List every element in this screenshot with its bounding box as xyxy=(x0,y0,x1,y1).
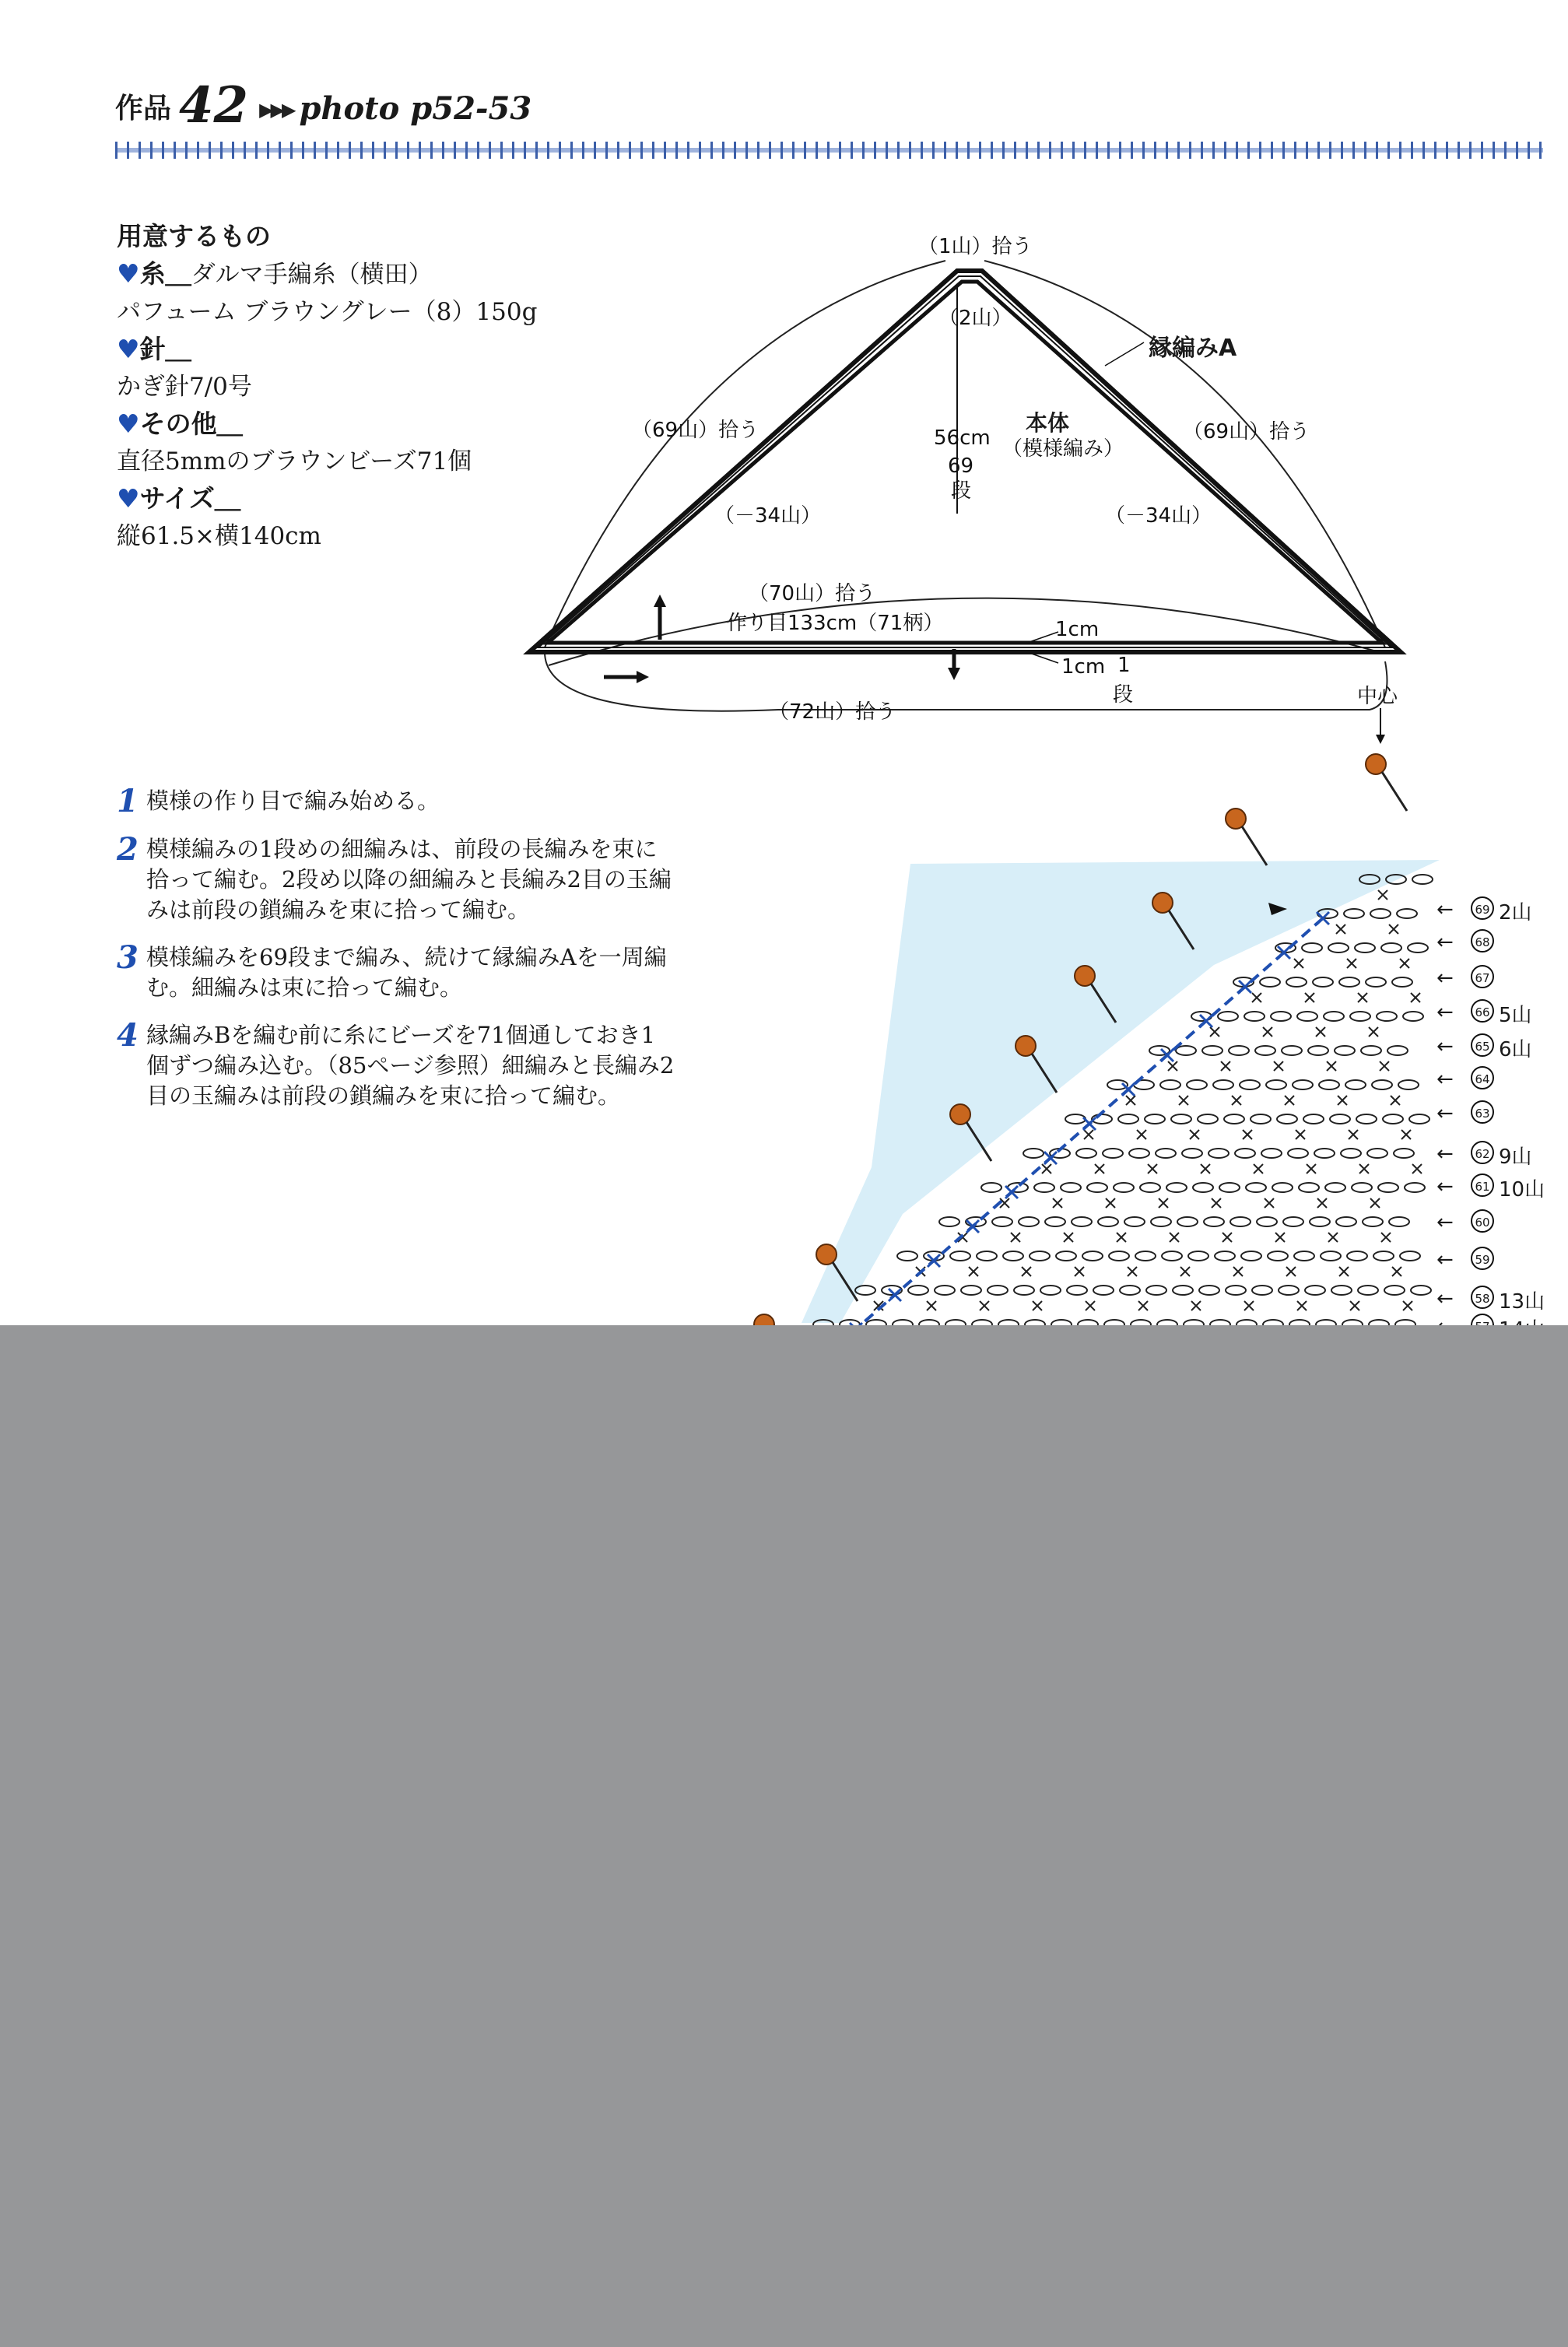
chain-stitch-icon xyxy=(1286,977,1307,987)
chain-stitch-icon xyxy=(1244,1012,1265,1021)
chain-stitch-icon xyxy=(1331,1286,1352,1295)
chain-stitch-icon xyxy=(1140,1183,1160,1192)
row-arrow-icon: ← xyxy=(1436,967,1454,990)
chain-stitch-icon xyxy=(1279,1286,1299,1295)
size-detail: 縦61.5×横140cm xyxy=(117,522,321,550)
chain-stitch-icon xyxy=(1363,1217,1383,1226)
chain-stitch-icon xyxy=(1198,1114,1218,1124)
chain-stitch-icon xyxy=(981,1183,1001,1192)
chain-stitch-icon xyxy=(1014,1286,1034,1295)
arrow-icons: ▶▶▶ xyxy=(259,98,293,121)
chain-stitch-icon xyxy=(1173,1286,1193,1295)
chain-stitch-icon xyxy=(1176,1046,1196,1055)
chain-stitch-icon xyxy=(1381,943,1401,952)
chain-stitch-icon xyxy=(1072,1217,1092,1226)
chain-stitch-icon xyxy=(1208,1149,1229,1158)
chain-stitch-icon xyxy=(1325,1183,1345,1192)
chain-stitch-icon xyxy=(1397,909,1417,918)
chain-stitch-icon xyxy=(1251,1114,1271,1124)
redacted-area xyxy=(0,1325,1568,2347)
chain-stitch-icon xyxy=(1252,1286,1272,1295)
chain-stitch-icon xyxy=(1056,1251,1076,1261)
needle-heading: 針＿ xyxy=(139,334,191,364)
chain-stitch-icon xyxy=(1087,1183,1107,1192)
chain-stitch-icon xyxy=(1299,1183,1319,1192)
chain-stitch-icon xyxy=(1324,1012,1344,1021)
row-number: 68 xyxy=(1471,929,1494,952)
chain-stitch-icon xyxy=(1345,1080,1366,1089)
chain-stitch-icon xyxy=(1411,1286,1431,1295)
bead-stem-icon xyxy=(1242,826,1267,865)
step-number: 4 xyxy=(117,1017,139,1054)
chain-stitch-icon xyxy=(1288,1149,1308,1158)
chain-stitch-icon xyxy=(950,1251,970,1261)
chain-stitch-icon xyxy=(1350,1012,1370,1021)
chain-stitch-icon xyxy=(1076,1149,1096,1158)
chain-stitch-icon xyxy=(1308,1046,1328,1055)
chain-stitch-icon xyxy=(1065,1114,1086,1124)
chain-stitch-icon xyxy=(1135,1251,1156,1261)
chain-stitch-icon xyxy=(1118,1114,1138,1124)
chain-stitch-icon xyxy=(1303,1114,1324,1124)
chain-stitch-icon xyxy=(1370,909,1391,918)
other-heading: その他＿ xyxy=(139,409,243,439)
body-label: 本体 xyxy=(1026,410,1070,436)
chain-stitch-icon xyxy=(1162,1251,1182,1261)
chain-stitch-icon xyxy=(939,1217,959,1226)
chain-stitch-icon xyxy=(908,1286,928,1295)
edge-a-label: 縁編みA xyxy=(1149,335,1237,362)
chain-stitch-icon xyxy=(1045,1217,1065,1226)
heart-icon: ♥ xyxy=(117,409,140,439)
row-number: 59 xyxy=(1471,1247,1494,1270)
chain-stitch-icon xyxy=(1358,1286,1378,1295)
chain-stitch-icon xyxy=(1067,1286,1087,1295)
chain-stitch-icon xyxy=(1313,977,1333,987)
dim-row-number: 1 xyxy=(1117,654,1131,677)
chain-stitch-icon xyxy=(1230,1217,1251,1226)
chain-stitch-icon xyxy=(1187,1080,1207,1089)
bead-icon xyxy=(950,1104,970,1124)
step-number: 2 xyxy=(117,831,139,868)
chain-stitch-icon xyxy=(1023,1149,1044,1158)
row-arrow-icon: ← xyxy=(1436,898,1454,921)
chain-stitch-icon xyxy=(1330,1114,1350,1124)
yarn-brand: ダルマ手編糸（横田） xyxy=(191,261,433,289)
step-text: 模様の作り目で編み始める。 xyxy=(146,788,440,814)
chain-stitch-icon xyxy=(1213,1080,1233,1089)
chain-stitch-icon xyxy=(1204,1217,1224,1226)
bead-icon xyxy=(1016,1036,1036,1056)
chain-stitch-icon xyxy=(1156,1149,1176,1158)
chain-stitch-icon xyxy=(1266,1080,1286,1089)
chain-stitch-icon xyxy=(1257,1217,1277,1226)
chain-stitch-icon xyxy=(1321,1251,1341,1261)
row-arrow-icon: ← xyxy=(1436,1248,1454,1272)
chain-stitch-icon xyxy=(1336,1217,1356,1226)
chain-stitch-icon xyxy=(1202,1046,1222,1055)
bead-stem-icon xyxy=(1382,772,1407,811)
chain-stitch-icon xyxy=(987,1286,1008,1295)
chain-stitch-icon xyxy=(1082,1251,1103,1261)
body-sub-label: （模様編み） xyxy=(1002,437,1124,461)
chain-stitch-icon xyxy=(1261,1149,1282,1158)
center-label: 中心 xyxy=(1357,685,1398,708)
chain-stitch-icon xyxy=(1408,943,1428,952)
chain-stitch-icon xyxy=(1098,1217,1118,1226)
chain-stitch-icon xyxy=(1040,1286,1061,1295)
chain-stitch-icon xyxy=(1235,1149,1255,1158)
row-arrow-icon: ← xyxy=(1436,931,1454,954)
chain-stitch-icon xyxy=(1412,875,1433,884)
chain-stitch-icon xyxy=(1124,1217,1145,1226)
chain-stitch-icon xyxy=(1188,1251,1208,1261)
dim-1cm-b: 1cm xyxy=(1061,655,1106,679)
bead-icon xyxy=(1152,893,1173,913)
chain-stitch-icon xyxy=(1241,1251,1261,1261)
chain-stitch-icon xyxy=(1297,1012,1317,1021)
center-arrow-head xyxy=(1376,735,1385,744)
chain-stitch-icon xyxy=(1145,1114,1165,1124)
chain-stitch-icon xyxy=(1398,1080,1419,1089)
chain-stitch-icon xyxy=(1199,1286,1219,1295)
chain-stitch-icon xyxy=(1030,1251,1050,1261)
chain-stitch-icon xyxy=(1114,1183,1134,1192)
right-pick-label: （69山）拾う xyxy=(1183,420,1310,444)
chain-stitch-icon xyxy=(1405,1183,1425,1192)
work-label: 作品 xyxy=(115,92,172,125)
bead-icon xyxy=(1075,966,1095,986)
row-number: 64 xyxy=(1471,1066,1494,1089)
chain-stitch-icon xyxy=(1093,1286,1114,1295)
chain-stitch-icon xyxy=(1389,1217,1409,1226)
chain-stitch-icon xyxy=(1019,1217,1039,1226)
chain-stitch-icon xyxy=(1277,1114,1297,1124)
chain-stitch-icon xyxy=(1367,1149,1387,1158)
row-arrow-icon: ← xyxy=(1436,1142,1454,1166)
dim-1cm-a: 1cm xyxy=(1055,618,1100,641)
chain-stitch-icon xyxy=(1347,1251,1367,1261)
chain-stitch-icon xyxy=(1246,1183,1266,1192)
chain-stitch-icon xyxy=(1344,909,1364,918)
bead-icon xyxy=(1366,754,1386,774)
edge-band-fill xyxy=(802,860,1440,1323)
row-arrow-icon: ← xyxy=(1436,1287,1454,1310)
chain-stitch-icon xyxy=(1271,1012,1291,1021)
chain-stitch-icon xyxy=(1305,1286,1325,1295)
right-decrease-label: （－34山） xyxy=(1105,504,1212,528)
row-number: 65 xyxy=(1471,1033,1494,1057)
chain-stitch-icon xyxy=(992,1217,1012,1226)
chain-stitch-icon xyxy=(961,1286,981,1295)
step-number: 1 xyxy=(117,783,139,819)
row-number: 62 xyxy=(1471,1141,1494,1164)
chain-stitch-icon xyxy=(1272,1183,1293,1192)
chain-stitch-icon xyxy=(1034,1183,1054,1192)
heart-icon: ♥ xyxy=(117,483,140,514)
yarn-heading: 糸＿ xyxy=(139,258,191,289)
chain-stitch-icon xyxy=(1151,1217,1171,1226)
cast-on-label: 作り目133cm（71柄） xyxy=(727,612,944,635)
row-number: 66 xyxy=(1471,999,1494,1023)
row-number: 60 xyxy=(1471,1209,1494,1233)
chain-stitch-icon xyxy=(1361,1046,1381,1055)
chain-stitch-icon xyxy=(935,1286,955,1295)
chain-stitch-icon xyxy=(1120,1286,1140,1295)
chain-stitch-icon xyxy=(1260,977,1280,987)
step-text: 縁編みBを編む前に糸にビーズを71個通しておき1個ずつ編み込む。（85ページ参照）細編みと長編み2目の玉編みは前段の鎖編みを束に拾って編む。 xyxy=(146,1022,675,1109)
chain-stitch-icon xyxy=(1293,1080,1313,1089)
chain-stitch-icon xyxy=(1282,1046,1302,1055)
photo-reference: photo p52-53 xyxy=(299,90,532,127)
chain-stitch-icon xyxy=(1341,1149,1361,1158)
chain-stitch-icon xyxy=(1224,1114,1244,1124)
size-heading: サイズ＿ xyxy=(139,483,240,514)
chain-stitch-icon xyxy=(1366,977,1386,987)
step-text: 模様編みの1段めの細編みは、前段の長編みを束に拾って編む。2段め以降の細編みと長編み2目の玉編みは前段の鎖編みを束に拾って編む。 xyxy=(146,836,672,923)
chain-stitch-icon xyxy=(1352,1183,1372,1192)
bead-icon xyxy=(1226,809,1246,829)
row-number: 69 xyxy=(1471,896,1494,920)
chain-stitch-icon xyxy=(1268,1251,1288,1261)
step-number: 3 xyxy=(117,939,139,976)
dim-row-unit: 段 xyxy=(1113,683,1134,707)
left-decrease-label: （－34山） xyxy=(714,504,822,528)
chain-stitch-icon xyxy=(1109,1251,1129,1261)
chain-stitch-icon xyxy=(1219,1183,1240,1192)
top-pick-label: （1山）拾う xyxy=(918,235,1033,258)
row-arrow-icon: ← xyxy=(1436,1102,1454,1125)
chain-stitch-icon xyxy=(1177,1217,1198,1226)
chain-stitch-icon xyxy=(1061,1183,1081,1192)
row-note: 5山 xyxy=(1499,1004,1532,1027)
chain-stitch-icon xyxy=(1283,1217,1303,1226)
chain-stitch-icon xyxy=(1373,1251,1394,1261)
chain-stitch-icon xyxy=(1394,1149,1414,1158)
chain-stitch-icon xyxy=(1356,1114,1377,1124)
row-arrow-icon: ← xyxy=(1436,1175,1454,1198)
left-pick-label: （69山）拾う xyxy=(632,419,759,442)
chain-stitch-icon xyxy=(977,1251,997,1261)
chain-stitch-icon xyxy=(1319,1080,1339,1089)
chain-stitch-icon xyxy=(1255,1046,1275,1055)
chain-stitch-icon xyxy=(1392,977,1412,987)
chain-stitch-icon xyxy=(1302,943,1322,952)
yarn-detail: パフューム ブラウングレー（8）150g xyxy=(117,298,538,326)
chain-stitch-icon xyxy=(1182,1149,1202,1158)
chain-stitch-icon xyxy=(1193,1183,1213,1192)
chain-stitch-icon xyxy=(1240,1080,1260,1089)
materials-title: 用意するもの xyxy=(117,221,271,251)
chain-stitch-icon xyxy=(1355,943,1375,952)
chain-stitch-icon xyxy=(1387,1046,1408,1055)
step-text: 模様編みを69段まで編み、続けて縁編みAを一周編む。細編みは束に拾って編む。 xyxy=(146,944,667,1001)
chain-stitch-icon xyxy=(1314,1149,1335,1158)
chain-stitch-icon xyxy=(1166,1183,1187,1192)
chain-stitch-icon xyxy=(1400,1251,1420,1261)
row-arrow-icon: ← xyxy=(1436,1035,1454,1058)
chain-stitch-icon xyxy=(1229,1046,1249,1055)
chain-stitch-icon xyxy=(1383,1114,1403,1124)
row-number: 61 xyxy=(1471,1174,1494,1197)
row-number: 67 xyxy=(1471,965,1494,988)
chain-stitch-icon xyxy=(1335,1046,1355,1055)
row-note: 10山 xyxy=(1499,1178,1545,1202)
chain-stitch-icon xyxy=(1226,1286,1246,1295)
chain-stitch-icon xyxy=(1103,1149,1123,1158)
work-number: 42 xyxy=(179,76,249,135)
chain-stitch-icon xyxy=(1003,1251,1023,1261)
row-note: 6山 xyxy=(1499,1038,1532,1061)
row-note: 9山 xyxy=(1499,1145,1532,1169)
row-arrow-icon: ← xyxy=(1436,1211,1454,1234)
other-detail: 直径5mmのブラウンビーズ71個 xyxy=(117,447,472,475)
height-rows-label: 69 xyxy=(948,454,974,478)
row-number: 58 xyxy=(1471,1286,1494,1309)
chain-stitch-icon xyxy=(1328,943,1349,952)
chain-stitch-icon xyxy=(1310,1217,1330,1226)
heart-icon: ♥ xyxy=(117,258,140,289)
chain-stitch-icon xyxy=(1372,1080,1392,1089)
chain-stitch-icon xyxy=(1146,1286,1166,1295)
bottom-inner-pick-label: （70山）拾う xyxy=(749,582,876,605)
row-arrow-icon: ← xyxy=(1436,1068,1454,1091)
heart-icon: ♥ xyxy=(117,334,140,364)
chain-stitch-icon xyxy=(1129,1149,1149,1158)
height-label: 56cm xyxy=(934,426,991,450)
height-unit-label: 段 xyxy=(951,479,972,503)
chain-stitch-icon xyxy=(1378,1183,1398,1192)
row-number: 63 xyxy=(1471,1100,1494,1124)
row-arrow-icon: ← xyxy=(1436,1001,1454,1024)
row-note: 2山 xyxy=(1499,901,1532,924)
chain-stitch-icon xyxy=(1409,1114,1429,1124)
row-note: 13山 xyxy=(1499,1290,1545,1314)
bottom-pick-label: （72山）拾う xyxy=(769,700,896,724)
needle-detail: かぎ針7/0号 xyxy=(117,373,252,401)
bead-icon xyxy=(816,1244,837,1265)
chain-stitch-icon xyxy=(1215,1251,1235,1261)
chain-stitch-icon xyxy=(1160,1080,1180,1089)
chain-stitch-icon xyxy=(1218,1012,1238,1021)
chain-stitch-icon xyxy=(1171,1114,1191,1124)
chain-stitch-icon xyxy=(897,1251,917,1261)
chain-stitch-icon xyxy=(1384,1286,1405,1295)
top-inner-label: （2山） xyxy=(938,307,1012,330)
chain-stitch-icon xyxy=(1294,1251,1314,1261)
chain-stitch-icon xyxy=(1377,1012,1397,1021)
chain-stitch-icon xyxy=(1403,1012,1423,1021)
chain-stitch-icon xyxy=(1339,977,1359,987)
